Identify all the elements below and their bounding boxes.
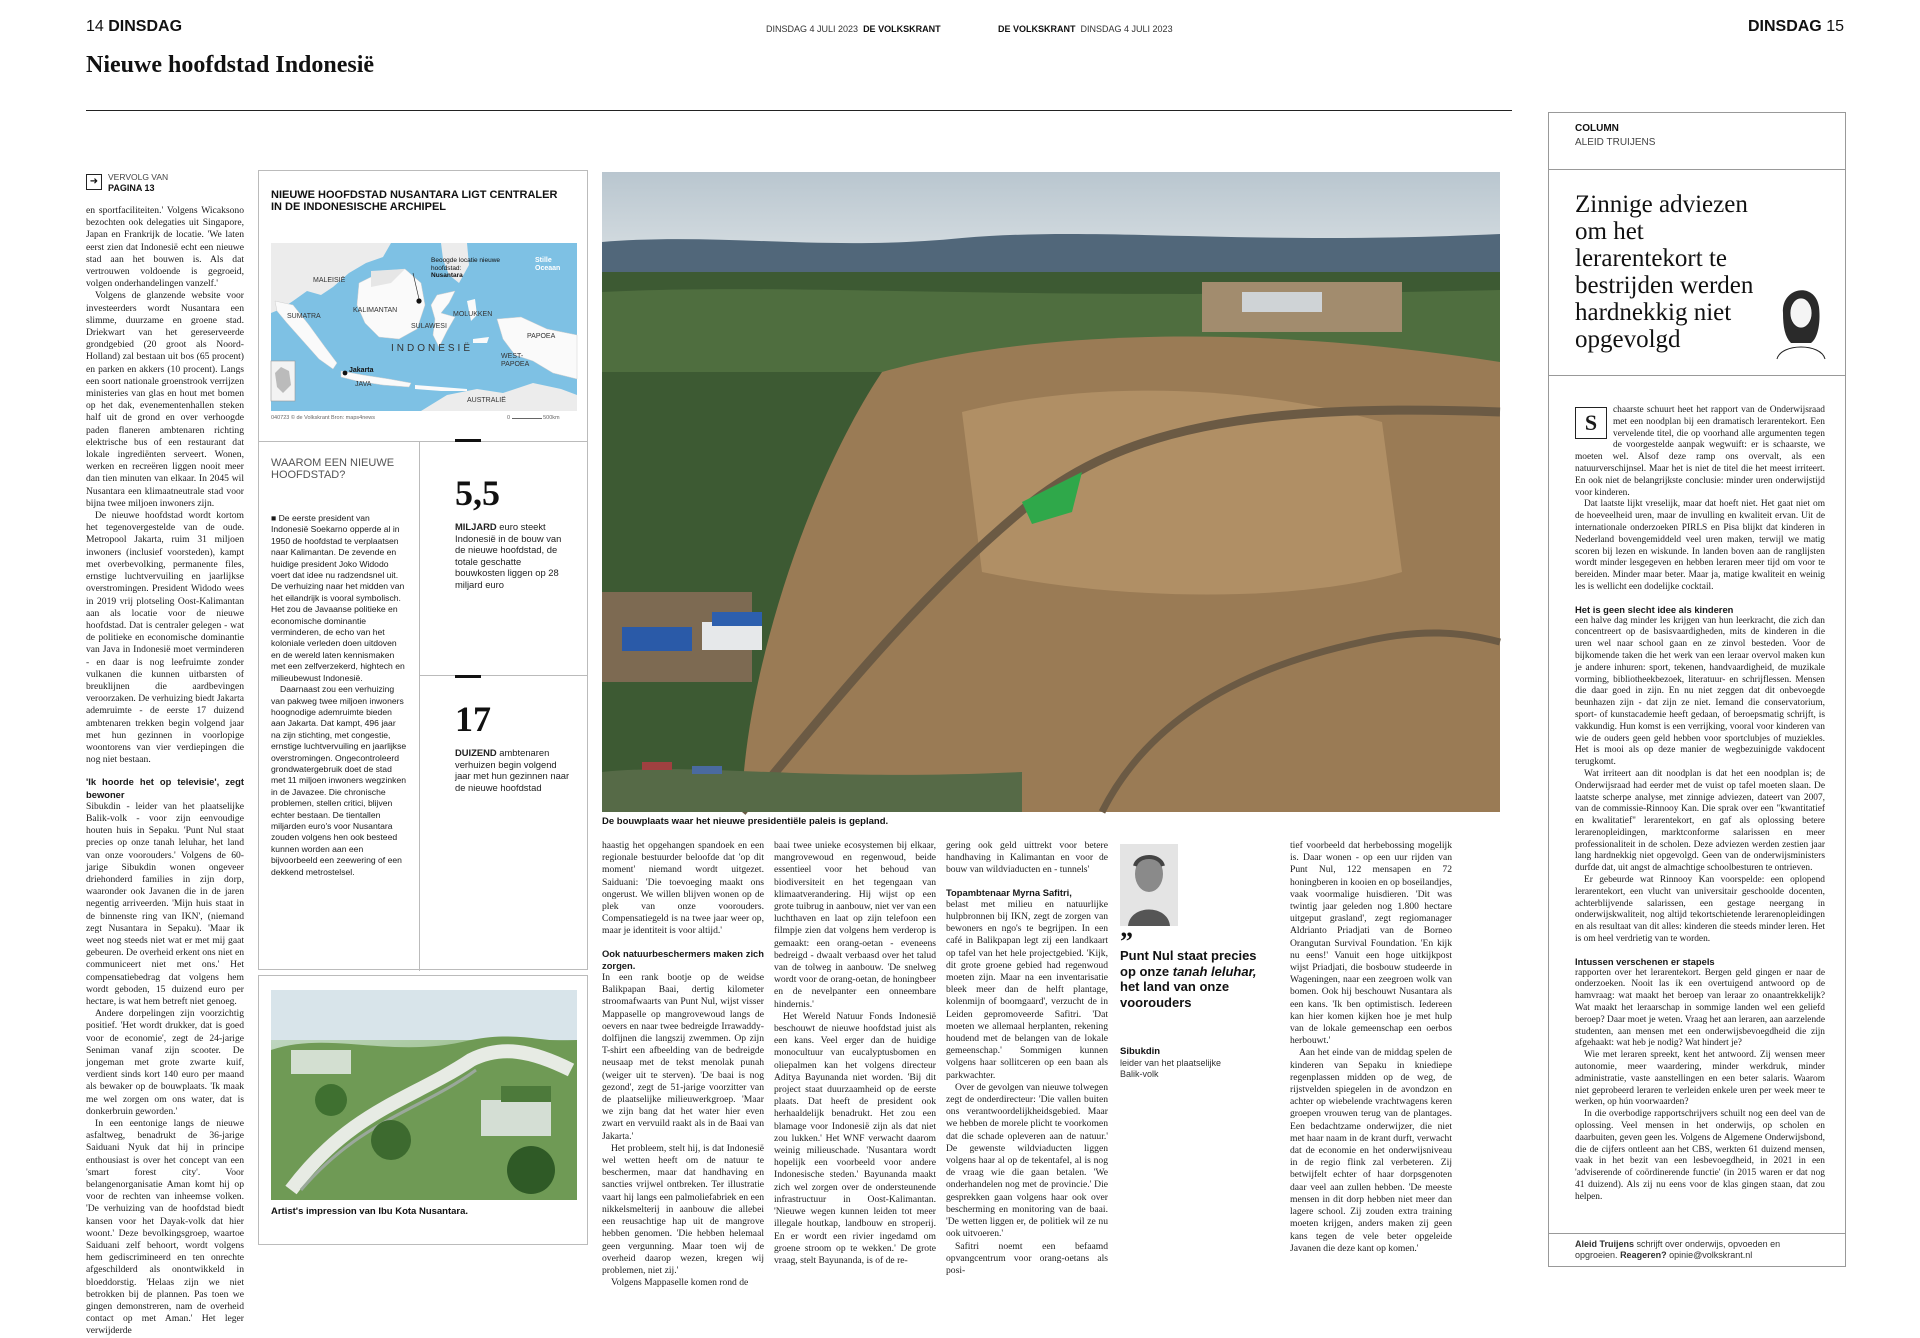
footer-name: Aleid Truijens xyxy=(1575,1239,1635,1249)
column-label: COLUMN xyxy=(1575,123,1619,134)
label-java: JAVA xyxy=(355,381,372,388)
jakarta-marker xyxy=(343,371,348,376)
map-credit: 040723 © de Volkskrant Bron: maps4news xyxy=(271,415,376,421)
pull-quote xyxy=(1120,948,1270,1010)
tree xyxy=(371,1120,411,1160)
column-card xyxy=(1548,112,1846,1267)
stat1-unit: MILJARD xyxy=(455,521,497,532)
why-paragraph: Daarnaast zou een verhuizing van pakweg twee miljoen inwoners hoognodige ademruimte bieden aan Jakarta. Dat kampt, 496 jaar na zijn stichting, met congestie, ernstige luchtvervuiling en jaarlijkse overstromingen. Ongecontroleerd grondwatergebruik doet de stad met 11 miljoen inwoners wegzinken in de Javazee. Die chronische problemen, stellen critici, blijven echter bestaan. De tientallen miljarden euro's voor Nusantara zouden volgens hen ook besteed kunnen worden aan een bijvoorbeeld een zeewering of een dekkend metrostelsel. xyxy=(271,684,407,877)
label-kalimantan: KALIMANTAN xyxy=(353,307,398,314)
bullet-square-icon: ■ xyxy=(271,513,279,523)
green-roof xyxy=(501,1086,551,1102)
portrait-illustration xyxy=(1120,844,1178,926)
left-paper-name: DE VOLKSKRANT xyxy=(863,24,941,34)
quote-role: leider van het plaatselijke Balik-volk xyxy=(1120,1058,1222,1079)
paragraph: haastig het opgehangen spandoek en een regionale bestuurder beloofde dat 'op dit moment' niemand wordt uitgezet. Saiduani: 'Die toevoeging maakt ons ongerust. We willen blijven wonen op de plek van onze voorouders. Compensatiegeld is na twee jaar weer op, maar je identiteit is voor altijd.' xyxy=(602,840,764,937)
photo-blue-roof xyxy=(622,627,692,651)
column-divider xyxy=(1549,1233,1845,1234)
mid-column-4 xyxy=(1290,840,1452,1265)
paragraph: Er gebeurde wat Rinnooy Kan voorspelde: een oplopend lerarentekort, een vlucht van universitair geschoolde docenten, achterblijvende salarissen, een gestage neergang in onderwijskwaliteit, nog altijd tekortschietende lerarenopleidingen en als resultaat van dit alles: kinderen die steeds minder leren. Het is om heel verdrietig van te worden. xyxy=(1575,875,1825,945)
card-vertical-divider xyxy=(419,441,420,971)
artist-caption: Artist's impression van Ibu Kota Nusantara. xyxy=(271,1206,469,1217)
arrow-right-icon: ➜ xyxy=(86,174,102,190)
paragraph: Het Wereld Natuur Fonds Indonesië beschouwt de nieuwe hoofdstad juist als een kans. Veel erger dan de huidige monocultuur van eucalyptusbomen en oliepalmen kan het volgens directeur Aditya Bayunanda niet worden. 'Bij dit project staat duurzaamheid op de eerste plaats. Dat heeft de president ook herhaaldelijk benadrukt. Het zou een blamage voor Indonesië zijn als dat niet zou lukken.' Het WNF verwacht daarom weinig milieuschade. 'Nusantara wordt hopelijk een voorbeeld voor andere Indonesische steden.' Bayunanda maakt zich wel zorgen over de ondersteunende infrastructuur in Oost-Kalimantan. 'Nieuwe wegen kunnen leiden tot meer illegale houtkap, landbouw en stroperij. En er wordt een rivier ingedamd om groene stroom op te wekken.' De grote vraag, stelt Bayunanda, is of de re- xyxy=(774,1010,936,1266)
photo-site-core xyxy=(962,391,1402,595)
sky xyxy=(271,990,577,1040)
quote-name: Sibukdin xyxy=(1120,1046,1161,1057)
building xyxy=(481,1100,551,1136)
right-page-number: 15 xyxy=(1826,18,1844,35)
quote-mark-icon: ” xyxy=(1120,927,1133,956)
label-location xyxy=(431,257,515,280)
paragraph: gering ook geld uittrekt voor betere handhaving in Kalimantan en voor de bouw van wildviaducten en - tunnels' xyxy=(946,840,1108,876)
label-sumatra: SUMATRA xyxy=(287,313,321,320)
right-page-number-block xyxy=(1748,18,1844,36)
left-page-number: 14 xyxy=(86,18,104,35)
nusantara-marker xyxy=(416,298,421,303)
quote-line2: het land van onze voorouders xyxy=(1120,979,1230,1010)
author-portrait xyxy=(1771,273,1831,359)
footer-email[interactable]: opinie@volkskrant.nl xyxy=(1669,1250,1753,1260)
stat2-accent xyxy=(455,675,481,678)
scale-start: 0 xyxy=(507,415,511,421)
scale-bar xyxy=(512,415,542,419)
why-title: WAAROM EEN NIEUWE HOOFDSTAD? xyxy=(271,457,395,481)
column-divider xyxy=(1549,169,1845,170)
artist-impression-illustration xyxy=(271,990,577,1200)
label-jakarta: Jakarta xyxy=(349,367,374,374)
right-page-day: DINSDAG xyxy=(1747,18,1822,35)
column-body xyxy=(1575,405,1825,1230)
mid-column-2 xyxy=(774,840,936,1265)
paragraph: een halve dag minder les krijgen van hun leerkracht, die zich dan concentreert op de basisvaardigheden, mits de kinderen in die uren wel naar school gaan en ze zinvol besteden. Voor de bijkomende taken die het werk van een leraar overvol maken kun je andere inhuren: sport, tekenen, handvaardigheid, de muzikale vorming, bibliotheekbezoek, literatuur- en schrijflessen. Mensen die daar goed in zijn. En nu niet zeggen dat dit onbevoegde beunhazen zijn - dat zijn ze niet. Iemand die conservatorium, sport- of kunstacademie heeft gedaan, of beroepsmatig schrijft, is vakkundig. Hun komst is een verrijking, vooral voor kinderen van wie de ouders geen geld hebben voor sportclubjes of muziekles. Het is mooi als op deze manier de wegbezuinigde vakdocent terugkomt. xyxy=(1575,615,1825,768)
paragraph: In een eentonige langs de nieuwe asfaltweg, benadrukt de 36-jarige Saiduani Nyuk dat hij in principe enthousiast is over het concept van een 'smart forest city'. Voor belangenorganisatie Aman komt hij op voor de rechten van inheemse volken. 'De verhuizing van de hoofdstad biedt kansen voor het Dayak-volk dat hier woont.' Deze bevolkingsgroep, waartoe Saiduani zelf behoort, wordt volgens hem gediscrimineerd en ten onrechte afgeschilderd als onontwikkeld in bloeddorstig. 'Helaas zijn we niet betrokken bij de plannen. Pas toen we gingen demonstreren, nam de overheid contact op met Aman.' Het leger verwijderde xyxy=(86,1118,244,1337)
photo-foreground xyxy=(602,769,1022,812)
paragraph: De nieuwe hoofdstad wordt kortom het tegenovergestelde van de oude. Metropool Jakarta, ruim 31 miljoen inwoners (inclusief voorsteden), kampt met overbevolking, permanente files, ernstige luchtvervuiling en jaarlijkse overstromingen. President Widodo wees in 2019 vrij plotseling Oost-Kalimantan aan als locatie voor de nieuwe hoofdstad. Dat is centraler gelegen - wat de politieke en economische dominantie van Java in Indonesië moet verminderen - en daar is nog leefruimte zonder vulkanen die kunnen uitbarsten of breuklijnen die aardbevingen veroorzaken. De verhuizing biedt Jakarta ademruimte - de eerste 17 duizend ambtenaren trekken begin volgend jaar met hun gezinnen in voorlopige woontorens van vier verdiepingen die nog niet bestaan. xyxy=(86,510,244,766)
stat2-description: ambtenaren verhuizen begin volgend jaar met hun gezinnen naar de nieuwe hoofdstad xyxy=(455,747,570,793)
mid-column-3 xyxy=(946,840,1108,1276)
why-paragraph xyxy=(271,513,407,684)
left-page-meta xyxy=(766,24,941,34)
label-papoea: PAPOEA xyxy=(527,333,556,340)
photo-building-back xyxy=(1242,292,1322,312)
scale-end: 500km xyxy=(543,415,560,421)
stat2-number: 17 xyxy=(455,699,491,739)
label-indonesie: INDONESIË xyxy=(391,343,474,354)
paragraph: belast met milieu en natuurlijke hulpbronnen bij IKN, zegt de zorgen van bewoners en ngo's te begrijpen. In een café in Balikpapan legt zij een landkaart op tafel van het hele projectgebied. 'Kijk, dit grote groene gebied had regenwoud moeten zijn. Maar na een inventarisatie bleek meer dan de helft plantage, kolenmijn of boomgaard', verzucht de in Leiden gepromoveerde Safitri. 'Dat moeten we allemaal herplanten, rekening houdend met de belangen van de lokale gemeenschap.' Sommigen kunnen volgens haar sollitceren op een baan als parkwachter. xyxy=(946,898,1108,1081)
paragraph: rapporten over het lerarentekort. Bergen geld gingen er naar de onderzoeken. Nooit las ik een overtuigend antwoord op de hamvraag: wat maakt het beroep van leraar zo onaantrekkelijk? Wat maakt het leraarschap in sommige landen wel een geliefd beroep? Daar moet je weten. Vraag het aan leraren, aan aarzelende studenten, aan mensen met een onderwijsbevoegdheid die zijn afgehaakt: wat heb je nodig? Wat hindert je? xyxy=(1575,967,1825,1049)
quote-italic: tanah leluhar, xyxy=(1172,963,1257,979)
paragraph: en sportfaciliteiten.' Volgens Wicaksono bezochten ook delegaties uit Singapore, Japan en Frankrijk de locatie. 'We laten eerst zien dat Indonesië echt een nieuwe stad aan het bouwen is. Als dat vertrouwen voldoende is gegroeid, volgen onderhandelingen vanzelf.' xyxy=(86,205,244,290)
left-page-number-block xyxy=(86,18,182,36)
header-rule xyxy=(86,110,1512,111)
label-location-text: Beoogde locatie nieuwe hoofdstad: xyxy=(431,257,501,272)
subheading: Het is geen slecht idee als kinderen xyxy=(1575,603,1734,615)
paragraph: In een rank bootje op de weidse Balikpapan Baai, dertig kilometer stroomafwaarts van Punt Nul, wijst visser Mappaselle op mangrovewoud langs de oevers en naar twee bedreigde Irrawaddy-dolfijnen die langszij zwemmen. Op zijn T-shirt een afbeelding van de bedreigde neusaap met de tekst menolak punah (weiger uit te sterven). 'De baai is nog gezond', zegt de 51-jarige voorzitter van de plaatselijke milieuwerkgroep. 'Maar we zijn bang dat het water hier even zwart en vervuild raakt als in de Baai van Jakarta.' xyxy=(602,972,764,1142)
paragraph: Volgens Mappaselle komen rond de xyxy=(611,1277,749,1289)
paragraph: In die overbodige rapportschrijvers schuilt nog een deel van de oplossing. Veel mensen in het onderwijs, op scholen en daarbuiten, geven geen les. Volgens de Algemene Onderwijsbond, die de cijfers ontleent aan het CBS, werkten 61 duizend mensen, vaak in het bezit van een lesbevoegdheid, in 2021 in een 'adviserende of coördinerende functie' (in 2015 waren er dat nog 41 duizend). Als zij nu eens voor de klas gingen staan, dat zou helpen. xyxy=(1575,1109,1825,1202)
label-sulawesi: SULAWESI xyxy=(411,323,447,330)
stat1-number: 5,5 xyxy=(455,473,500,513)
tree xyxy=(507,1146,555,1194)
quote-line1: Punt Nul staat precies op onze xyxy=(1120,948,1257,979)
label-maleisie: MALEISIË xyxy=(313,277,346,284)
stat2-text xyxy=(455,747,573,793)
column-headline: Zinnige adviezen om het lerarentekort te bestrijden werden hardnekkig niet opgevolgd xyxy=(1575,191,1754,353)
left-page-date: DINSDAG 4 JULI 2023 xyxy=(766,24,859,34)
stat1-accent xyxy=(455,439,481,442)
paragraph: Andere dorpelingen zijn voorzichtig positief. 'Het wordt drukker, dat is goed voor de economie', zegt de 24-jarige Seniman vanaf zijn scooter. De jongeman met grote zwarte kuif, verdient sinds kort 140 euro per maand als bewaker op de bouwplaats. 'Ik maak me wel zorgen om ons water, dat is donkerbruin geworden.' xyxy=(86,1008,244,1117)
paragraph: Wat irriteert aan dit noodplan is dat het een noodplan is; de Onderwijsraad had eerder met de vuist op tafel moeten slaan. De laatste scherpe analyse, met zinnige adviezen, dateert van 2007, van de commissie-Rinnooy Kan. Die sprak over een "kwantitatief en kwalitatief" lerarentekort, en gaf als oplossing betere lerarenopleidingen, marktconforme salarissen en meer professionaliteit in de scholen. Deze adviezen werden zestien jaar lang hardnekkig niet opgevolgd. Geen van de onderwijsministers durfde dat, uit angst de almachtige schoolbesturen te ontrieven. xyxy=(1575,768,1825,874)
paragraph: chaarste schuurt heet het rapport van de Onderwijsraad met een noodplan bij een dramatisch lerarentekort. Een vervelende titel, die op voorhand alle argumenten tegen de voorgestelde aanpak wegwuift: er is schaarste, we moeten wel. Alsof deze ramp ons overvalt, als een natuurverschijnsel. Maar het is niet de titel die het meest irriteert. En ook niet de belangrijkste conclusie: minder uren onderwijstijd voor kinderen. xyxy=(1575,405,1825,498)
paragraph: baai twee unieke ecosystemen bij elkaar, mangrovewoud en regenwoud, beide essentieel voor het behoud van biodiversiteit en het tegengaan van klimaatverandering. Hij wijst op een grote tuibrug in aanbouw, niet ver van een luchthaven en laat op zijn telefoon een filmpje zien dat volgens hem verderop is gemaakt: een orang-oetan - eveneens bedreigd - dwaalt verbaasd over het talud van de tolweg in aanbouw. 'De snelweg wordt voor de orang-oetan, de honingbeer en de nevelpanter een onneembare hindernis.' xyxy=(774,840,936,1010)
infographic-card xyxy=(258,170,588,970)
photo-white-building xyxy=(702,622,762,650)
subheading: Topambtenaar Myrna Safitri, xyxy=(946,886,1072,898)
subheading: 'Ik hoorde het op televisie', zegt bewoner xyxy=(86,776,244,800)
paragraph: Wie met leraren spreekt, kent het antwoord. Zij wensen meer autonomie, meer waardering, minder werkdruk, minder administratie, vaste aanstellingen en een beter salaris. Waarom niet geprobeerd leraren te verleiden enkele uren per week meer te werken, op hún voorwaarden? xyxy=(1575,1050,1825,1108)
author-face xyxy=(1790,298,1812,328)
paragraph: tief voorbeeld dat herbebossing mogelijk is. Daar wonen - op een uur rijden van Punt Nul, 122 mensapen en 72 honingberen in kooien en op boseilandjes, vaak voormalige huisdieren. 'Dit was twintig jaar geleden nog 1.800 hectare uitgeput grasland', zegt regiomanager Aldrianto Priadjati van de Borneo Orangutan Survival Foundation. 'En kijk nu eens!' Vanuit een hoge uitkijkpost wijst Priadjati, die bosbouw studeerde in Wageningen, naar een zeegroen wolk van bomen. Ook hij beschouwt Nusantara als een kans. 'Ik ben optimistisch. Iedereen kan hier komen kijken hoe je met hulp van de lokale gemeenschap een oerbos herbouwt.' xyxy=(1290,840,1452,1047)
continued-page: PAGINA 13 xyxy=(108,183,155,193)
paragraph: Volgens de glanzende website voor investeerders wordt Nusantara een slimme, duurzame en groene stad. Driekwart van het gereserveerde grondgebied (20 groot als Noord-Holland) zal bestaan uit bos (65 procent) en parken en akkers (10 procent). Langs een soort nationale groenstrook verrijzen ministeries van glas en hout met bomen op het dak, evenementenhallen steken half uit de grond en over verhoogde paden flaneren ambtenaren richting elektrische bus of een restaurant dat lokale ingrediënten serveert. Wonen, werken en recreëren liggen nooit meer dan tien minuten van elkaar. In 2045 wil Nusantara een klimaatneutrale stad voor bijna twee miljoen inwoners zijn. xyxy=(86,290,244,509)
sibukdin-portrait xyxy=(1120,844,1178,926)
author-portrait-illustration xyxy=(1771,273,1831,359)
card-divider xyxy=(259,441,587,442)
stat2-unit: DUIZEND xyxy=(455,747,497,758)
left-column-text xyxy=(86,205,244,1337)
why-text xyxy=(271,513,407,913)
footer-react: Reageren? xyxy=(1620,1250,1667,1260)
column-divider xyxy=(1549,375,1845,376)
paragraph: Sibukdin - leider van het plaatselijke Balik-volk - voor zijn eenvoudige houten huis in Sepaku. 'Punt Nul staat precies op onze tanah leluhar, het land van onze voorouders.' Volgens de 60-jarige Sibukdin wonen ongeveer driehonderd families in zijn dorp, waaronder ook Javanen die in de jaren negentig arriveerden. 'Mijn huis staat in de binnenste ring van IKN', (niemand zegt Nusantara in Sepaku). 'Maar ik weet nog steeds niet wat er met mij gaat gebeuren. De overheid erkent ons niet en communiceert niet met ons.' Het compensatiebedrag dat volgens hem wordt geboden, 15 duizend euro per hectare, is wat hem betreft niet genoeg. xyxy=(86,800,244,1007)
building xyxy=(291,1050,351,1074)
map xyxy=(271,243,577,411)
artist-impression-card xyxy=(258,975,588,1245)
column-author: ALEID TRUIJENS xyxy=(1575,137,1656,148)
stat-divider xyxy=(419,675,587,676)
paragraph: Aan het einde van de middag spelen de kinderen van Sepaku in kniediepe regenplassen midden op de weg, de rijstvelden spiegelen in de avondzon en achter op wiebelende vrachtwagens keren groepen vrouwen terug van de plantages. Een bedachtzame onderwijzer, die niet met haar naam in de krant durft, verwacht dat de economie en het onderwijsniveau in de regio flink zal verbeteren. Zij betwijfelt echter of haar dorpsgenoten daar veel aan zullen hebben. 'De meeste mensen in dit dorp hebben niet meer dan lagere school. Zij zouden extra training moeten krijgen, anders maken zij geen kans tegen de vele beter opgeleide Javanen die deze kant op komen.' xyxy=(1290,1047,1452,1254)
right-page-meta xyxy=(998,24,1173,34)
stat1-description: euro steekt Indonesië in de bouw van de nieuwe hoofdstad, de totale geschatte bouwkosten liggen op 28 miljard euro xyxy=(455,521,562,590)
drop-cap: S xyxy=(1575,407,1607,439)
left-page-day: DINSDAG xyxy=(108,18,183,35)
mid-column-1 xyxy=(602,840,764,1289)
paragraph: Het probleem, stelt hij, is dat Indonesië wel wetten heeft om de natuur te beschermen, maar dat handhaving en sancties vrijwel ontbreken. Ter illustratie vaart hij langs een palmoliefabriek en een nikkelsmelterij in aanbouw die allebei een reusachtige hap uit de mangrove hebben genomen. 'Die hebben helemaal geen vergunning. Maar toen wij de overheid daarop wezen, kregen wij problemen, niet zij.' xyxy=(602,1142,764,1276)
subheading: Intussen verschenen er stapels xyxy=(1575,955,1715,967)
tree xyxy=(315,1084,347,1116)
paragraph: Over de gevolgen van nieuwe tolwegen zegt de onderdirecteur: 'Die vallen buiten ons verantwoordelijkheidsgebied. Maar we hebben de morele plicht te voorkomen dat die schade opleveren aan de natuur.' De gewenste wildviaducten liggen volgens haar al op de tekentafel, al is nog de vraag wie die gaan betalen. 'We onderhandelen nog met de provincie.' Die gesprekken gaan volgens haar ook over bescherming en monitoring van de baai. 'De wetten liggen er, de politiek wil ze nu ook uitvoeren.' xyxy=(946,1081,1108,1240)
photo-truck xyxy=(642,762,672,770)
label-molukken: MOLUKKEN xyxy=(453,311,493,318)
photo-truck xyxy=(692,766,722,774)
column-footer xyxy=(1575,1239,1825,1261)
construction-site-illustration xyxy=(602,172,1500,812)
label-west-papoea: WEST-PAPOEA xyxy=(501,353,530,368)
subheading: Ook natuurbeschermers maken zich zorgen. xyxy=(602,947,764,971)
label-ocean: Stille Oceaan xyxy=(535,257,561,272)
why-paragraph-text: De eerste president van Indonesië Soekarno opperde al in 1950 de hoofdstad te verplaatsen naar Kalimantan. De zevende en huidige president Joko Widodo voert dat idee nu radzendsnel uit. De verhuizing naar het midden van het eilandrijk is vooral symbolisch. Het zou de Javaanse politieke en economische dominantie verminderen, de echo van het koloniale verleden doen uitdoven en de wereld laten kennismaken met een zelfverzekerd, hightech en milieubewust Indonesië. xyxy=(271,513,405,683)
right-page-date: DINSDAG 4 JULI 2023 xyxy=(1080,24,1173,34)
paragraph: Safitri noemt een befaamd opvangcentrum voor orang-oetans als posi- xyxy=(946,1240,1108,1276)
author-shoulders xyxy=(1777,347,1825,359)
section-title: Nieuwe hoofdstad Indonesië xyxy=(86,52,375,78)
photo-caption: De bouwplaats waar het nieuwe presidentiële paleis is gepland. xyxy=(602,816,889,827)
map-title: NIEUWE HOOFDSTAD NUSANTARA LIGT CENTRALER IN DE INDONESISCHE ARCHIPEL xyxy=(271,189,558,213)
label-nusantara: Nusantara xyxy=(431,272,463,279)
footer-text: schrijft over onderwijs, opvoeden en opgroeien. xyxy=(1575,1239,1781,1260)
continued-from xyxy=(86,172,246,194)
photo-blue-roof xyxy=(712,612,762,626)
artist-impression-image xyxy=(271,990,577,1200)
construction-site-photo xyxy=(602,172,1500,812)
label-australie: AUSTRALIË xyxy=(467,397,506,404)
map-scale xyxy=(507,415,560,421)
stat1-text xyxy=(455,521,573,590)
continued-label: VERVOLG VAN xyxy=(108,172,169,182)
paragraph: Dat laatste lijkt vreselijk, maar dat hoeft niet. Het gaat niet om de hoeveelheid uren, maar de invulling en kwaliteit ervan. Uit de internationale onderzoeken PIRLS en Pisa blijkt dat kinderen in Nederland bovengemiddeld veel uren maken, terwijl we matig scoren bij lezen en wiskunde. In landen boven aan de ranglijsten wordt minder lesgegeven en hebben leraren meer tijd om voor te bereiden. Minder maar beter. Maar ja, matige kwaliteit en weinig les is wellicht een dodelijke cocktail. xyxy=(1575,499,1825,592)
pull-quote-block xyxy=(1118,840,1276,1265)
right-paper-name: DE VOLKSKRANT xyxy=(998,24,1076,34)
